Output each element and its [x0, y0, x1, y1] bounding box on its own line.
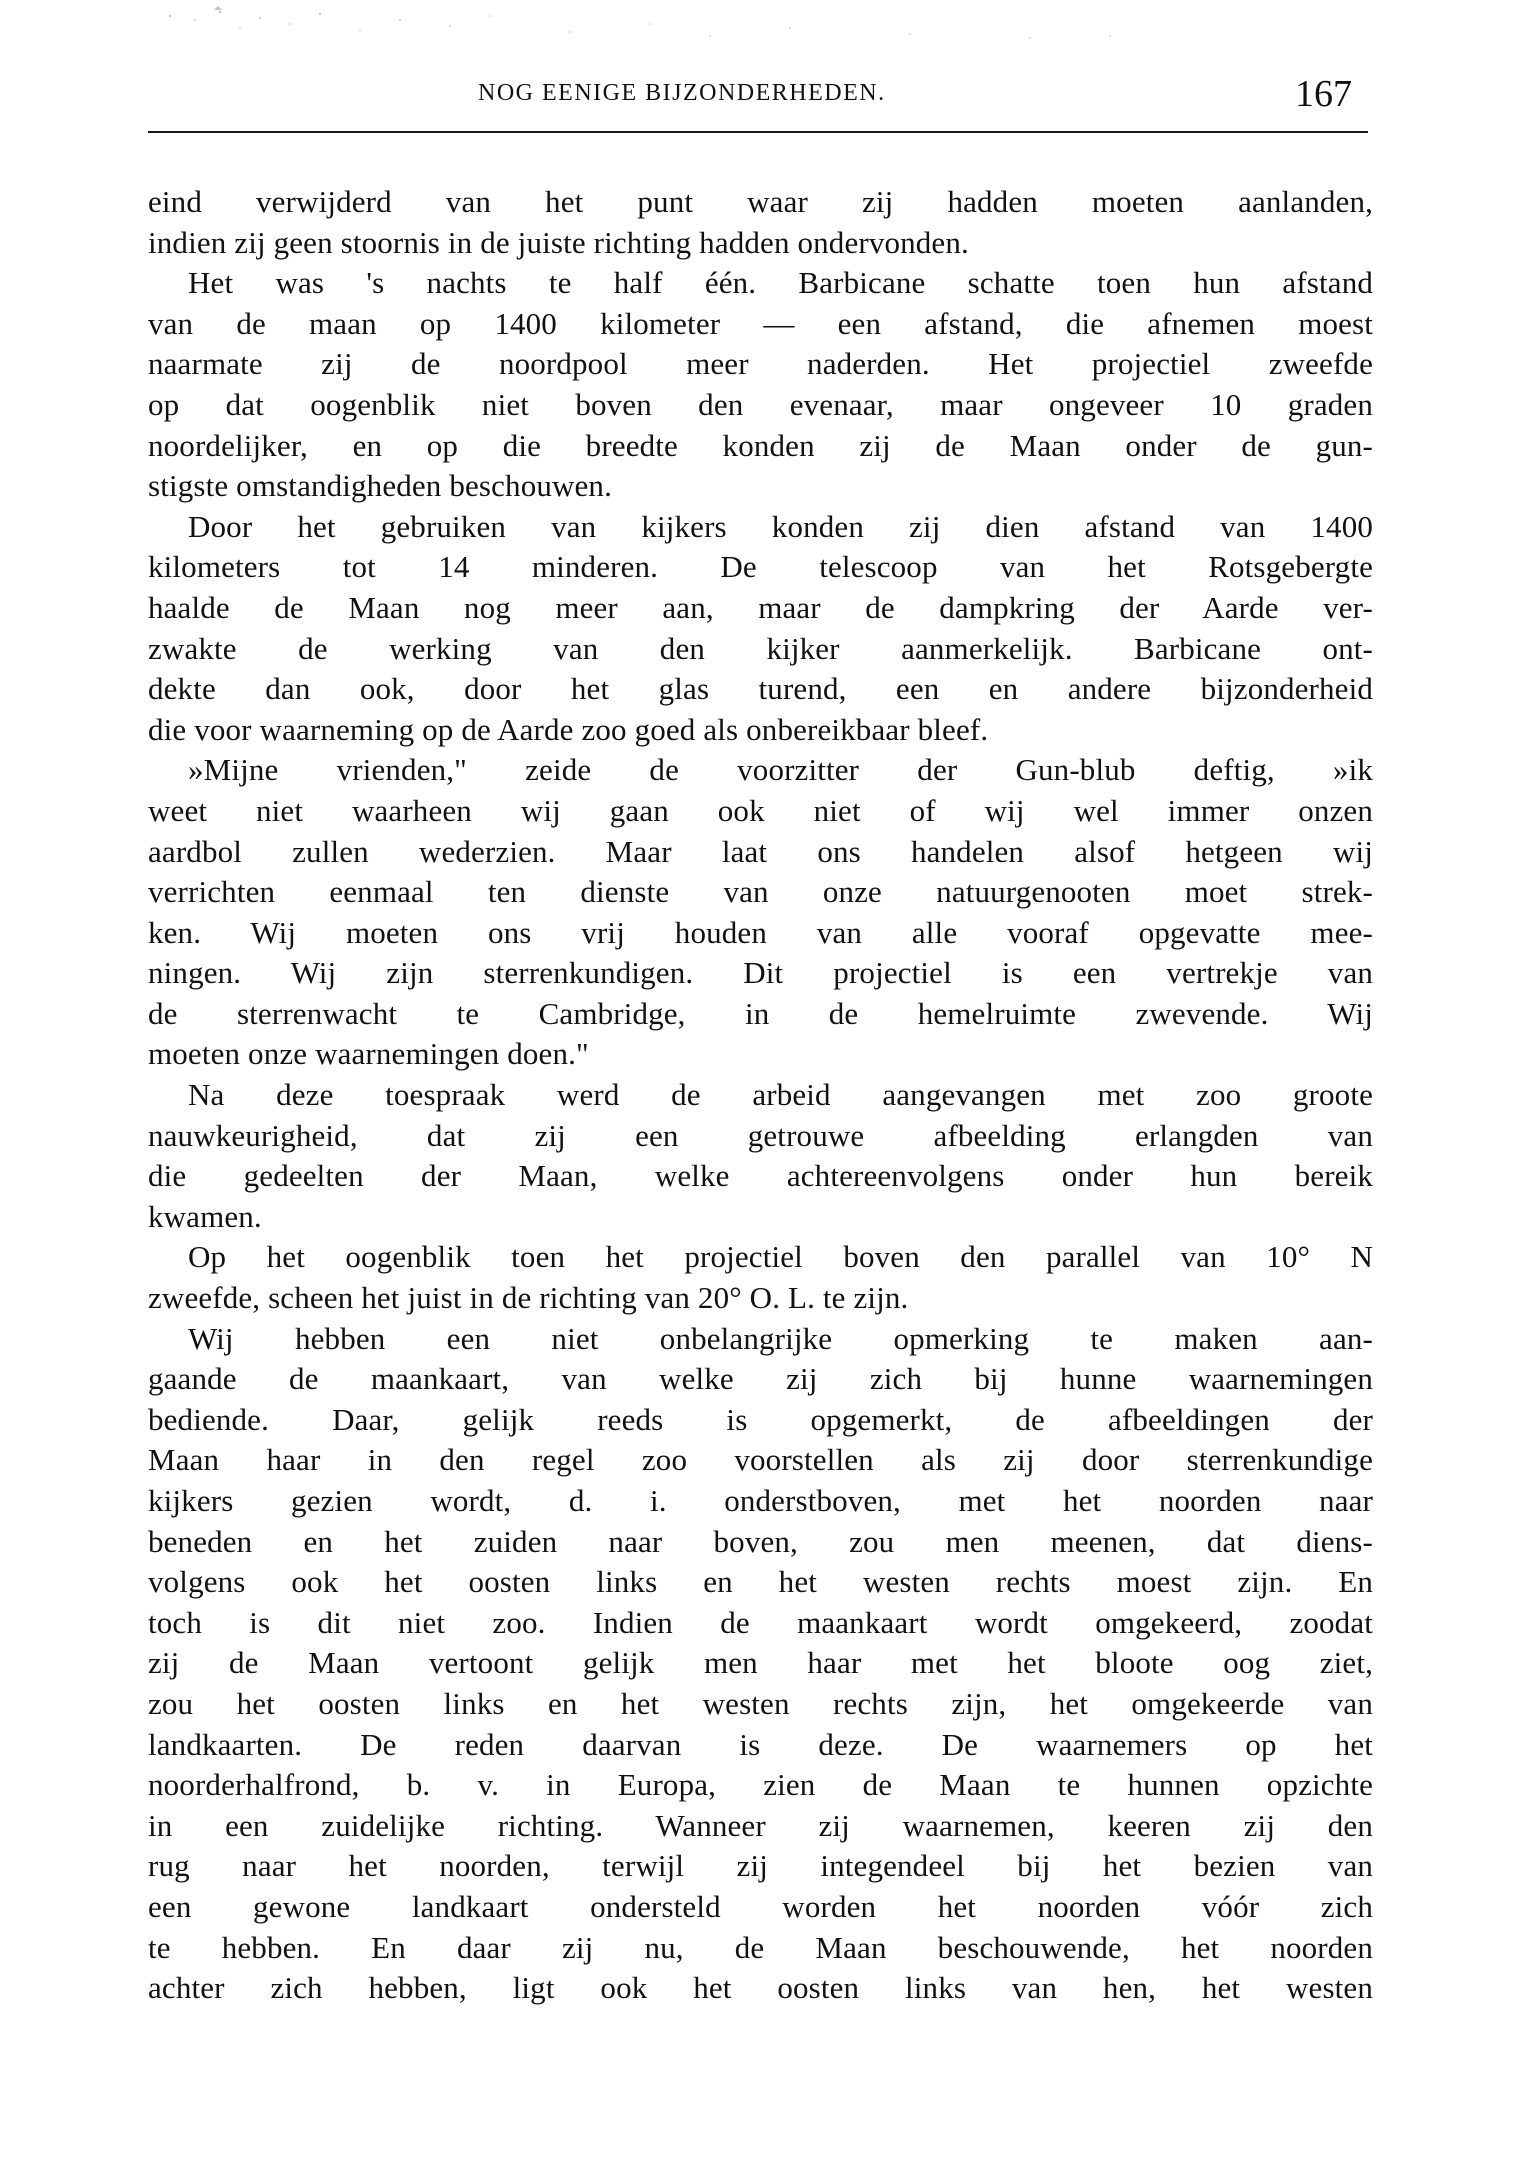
body-text — [148, 182, 1373, 2009]
text-line: gaande de maankaart, van welke zij zich bij hunne waarnemingen — [148, 1361, 1373, 1397]
text-line: noorderhalfrond, b. v. in Europa, zien de Maan te hunnen opzichte — [148, 1767, 1373, 1803]
running-header — [148, 72, 1370, 115]
text-line: kilometers tot 14 minderen. De telescoop van het Rotsgebergte — [148, 549, 1373, 585]
text-line: moeten onze waarnemingen doen." — [148, 1036, 589, 1072]
text-line: volgens ook het oosten links en het westen rechts moest zijn. En — [148, 1564, 1373, 1600]
text-line: die voor waarneming op de Aarde zoo goed als onbereikbaar bleef. — [148, 711, 989, 747]
text-line: zwakte de werking van den kijker aanmerkelijk. Barbicane ont- — [148, 630, 1373, 666]
text-line: Na deze toespraak werd de arbeid aangevangen met zoo groote — [188, 1077, 1373, 1113]
text-line: nauwkeurigheid, dat zij een getrouwe afbeelding erlangden van — [148, 1117, 1373, 1153]
text-line: toch is dit niet zoo. Indien de maankaart wordt omgekeerd, zoodat — [148, 1604, 1373, 1640]
text-line: beneden en het zuiden naar boven, zou men meenen, dat diens- — [148, 1523, 1373, 1559]
text-line: ningen. Wij zijn sterrenkundigen. Dit projectiel is een vertrekje van — [148, 955, 1373, 991]
text-line: haalde de Maan nog meer aan, maar de dampkring der Aarde ver- — [148, 589, 1373, 625]
text-line: bediende. Daar, gelijk reeds is opgemerkt, de afbeeldingen der — [148, 1401, 1373, 1437]
text-line: dekte dan ook, door het glas turend, een en andere bijzonderheid — [148, 671, 1373, 707]
text-line: kijkers gezien wordt, d. i. onderstboven, met het noorden naar — [148, 1483, 1373, 1518]
header-rule — [148, 131, 1368, 133]
text-line: Door het gebruiken van kijkers konden zij dien afstand van 1400 — [188, 508, 1373, 544]
text-line: ken. Wij moeten ons vrij houden van alle vooraf opgevatte mee- — [148, 914, 1373, 950]
text-line: een gewone landkaart ondersteld worden het noorden vóór zich — [148, 1888, 1373, 1924]
text-line: op dat oogenblik niet boven den evenaar, maar ongeveer 10 graden — [148, 386, 1373, 422]
text-line: kwamen. — [148, 1198, 262, 1234]
text-line: Op het oogenblik toen het projectiel boven den parallel van 10° N — [188, 1239, 1373, 1275]
text-line: te hebben. En daar zij nu, de Maan beschouwende, het noorden — [148, 1929, 1373, 1965]
text-line: in een zuidelijke richting. Wanneer zij waarnemen, keeren zij den — [148, 1807, 1373, 1843]
text-line: landkaarten. De reden daarvan is deze. De waarnemers op het — [148, 1726, 1373, 1762]
text-line: de sterrenwacht te Cambridge, in de hemelruimte zwevende. Wij — [148, 995, 1373, 1031]
text-line: noordelijker, en op die breedte konden zij de Maan onder de gun- — [148, 427, 1373, 463]
text-line: verrichten eenmaal ten dienste van onze natuurgenooten moet strek- — [148, 874, 1373, 910]
text-line: »Mijne vrienden," zeide de voorzitter der Gun-blub deftig, »ik — [188, 752, 1373, 788]
text-line: rug naar het noorden, terwijl zij integendeel bij het bezien van — [148, 1848, 1373, 1884]
text-line: zweefde, scheen het juist in de richting van 20° O. L. te zijn. — [148, 1280, 909, 1316]
page-number: 167 — [1295, 73, 1352, 115]
text-line: eind verwijderd van het punt waar zij hadden moeten aanlanden, — [148, 184, 1373, 219]
text-line: van de maan op 1400 kilometer — een afstand, die afnemen moest — [148, 305, 1373, 341]
text-line: zij de Maan vertoont gelijk men haar met het bloote oog ziet, — [148, 1645, 1373, 1681]
text-line: weet niet waarheen wij gaan ook niet of wij wel immer onzen — [148, 792, 1373, 828]
text-line: zou het oosten links en het westen rechts zijn, het omgekeerde van — [148, 1685, 1373, 1721]
text-line: stigste omstandigheden beschouwen. — [148, 468, 612, 504]
running-title: NOG EENIGE BIJZONDERHEDEN. — [478, 80, 886, 106]
text-line: indien zij geen stoornis in de juiste richting hadden ondervonden. — [148, 224, 969, 260]
text-line: die gedeelten der Maan, welke achtereenvolgens onder hun bereik — [148, 1158, 1373, 1194]
text-line: achter zich hebben, ligt ook het oosten links van hen, het westen — [148, 1970, 1373, 2006]
scan-noise-speckle — [150, 6, 1170, 46]
text-line: Wij hebben een niet onbelangrijke opmerking te maken aan- — [188, 1320, 1373, 1356]
text-line: Het was 's nachts te half één. Barbicane schatte toen hun afstand — [188, 265, 1373, 301]
text-line: Maan haar in den regel zoo voorstellen als zij door sterrenkundige — [148, 1442, 1373, 1478]
text-line: aardbol zullen wederzien. Maar laat ons handelen alsof hetgeen wij — [148, 833, 1373, 869]
text-line: naarmate zij de noordpool meer naderden. Het projectiel zweefde — [148, 346, 1373, 382]
